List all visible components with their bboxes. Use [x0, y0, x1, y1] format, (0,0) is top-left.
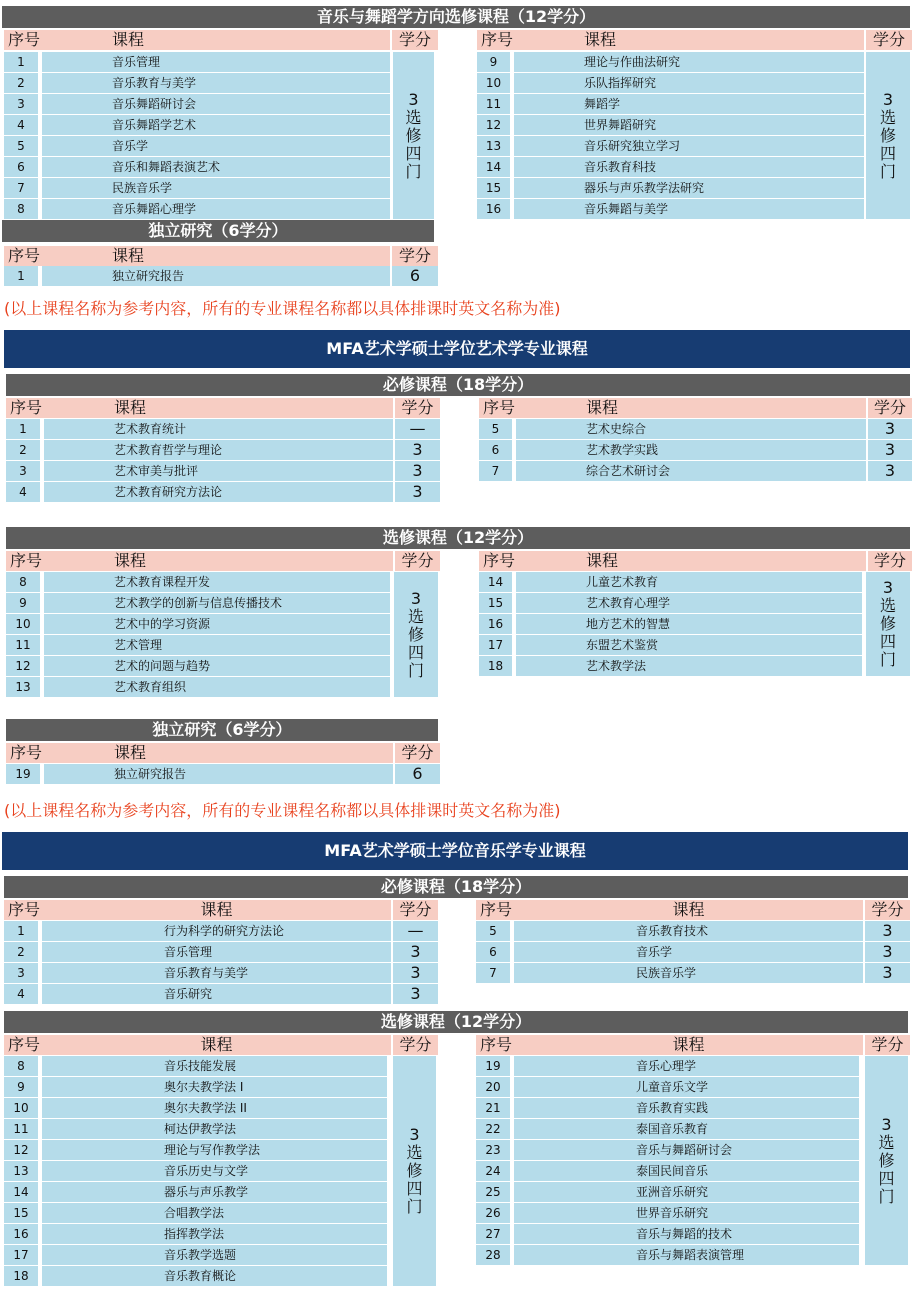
course-number: 5 [476, 921, 510, 941]
header-num: 序号 [4, 246, 42, 266]
course-credit: 3 [395, 461, 440, 481]
course-number: 13 [477, 136, 510, 156]
course-name: 柯达伊教学法 [42, 1119, 387, 1139]
course-name: 音乐舞蹈研讨会 [42, 94, 390, 114]
course-name: 泰国音乐教育 [514, 1119, 859, 1139]
course-number: 21 [476, 1098, 510, 1118]
course-number: 3 [4, 94, 38, 114]
header-credit: 学分 [392, 30, 438, 50]
course-number: 4 [4, 984, 38, 1004]
course-number: 11 [477, 94, 510, 114]
course-number: 8 [4, 199, 38, 219]
header-num: 序号 [476, 1035, 514, 1055]
course-name: 东盟艺术鉴赏 [516, 635, 862, 655]
header-course: 课程 [42, 1035, 391, 1055]
header-course: 课程 [516, 398, 866, 418]
course-number: 27 [476, 1224, 510, 1244]
course-number: 9 [4, 1077, 38, 1097]
course-name: 地方艺术的智慧 [516, 614, 862, 634]
course-name: 独立研究报告 [44, 764, 393, 784]
s2-independent-bar: 独立研究（6学分） [6, 719, 438, 741]
course-number: 10 [4, 1098, 38, 1118]
course-number: 12 [6, 656, 40, 676]
course-name: 音乐舞蹈学艺术 [42, 115, 390, 135]
course-credit: 3 [865, 963, 910, 983]
s1-independent-bar: 独立研究（6学分） [2, 220, 434, 242]
course-number: 8 [4, 1056, 38, 1076]
course-number: 7 [479, 461, 512, 481]
course-number: 5 [4, 136, 38, 156]
course-number: 6 [479, 440, 512, 460]
header-credit: 学分 [865, 1035, 910, 1055]
course-name: 音乐与舞蹈表演管理 [514, 1245, 859, 1265]
course-number: 14 [479, 572, 512, 592]
course-name: 艺术教学实践 [516, 440, 866, 460]
course-name: 音乐和舞蹈表演艺术 [42, 157, 390, 177]
course-name: 音乐舞蹈与美学 [514, 199, 864, 219]
s3-ele-left-credit-merged [393, 1056, 436, 1286]
s2-banner: MFA艺术学硕士学位艺术学专业课程 [4, 330, 910, 368]
course-name: 艺术教学法 [516, 656, 862, 676]
header-credit: 学分 [866, 30, 912, 50]
course-number: 2 [4, 73, 38, 93]
course-number: 19 [6, 764, 40, 784]
course-name: 音乐教学选题 [42, 1245, 387, 1265]
course-credit: 6 [395, 764, 440, 784]
course-credit: 3 [393, 984, 438, 1004]
course-credit: 3 [393, 963, 438, 983]
course-name: 艺术审美与批评 [44, 461, 393, 481]
header-course: 课程 [44, 551, 393, 571]
header-num: 序号 [479, 551, 516, 571]
course-name: 器乐与声乐教学 [42, 1182, 387, 1202]
header-credit: 学分 [395, 398, 440, 418]
header-credit: 学分 [393, 900, 438, 920]
course-number: 15 [4, 1203, 38, 1223]
course-number: 7 [476, 963, 510, 983]
merged-credit-text: 3选修四门 [407, 588, 424, 680]
course-name: 音乐学 [514, 942, 863, 962]
header-num: 序号 [4, 1035, 42, 1055]
s3-banner: MFA艺术学硕士学位音乐学专业课程 [2, 832, 908, 870]
course-number: 4 [4, 115, 38, 135]
course-name: 民族音乐学 [42, 178, 390, 198]
header-num: 序号 [6, 743, 44, 763]
note-2: (以上课程名称为参考内容，所有的专业课程名称都以具体排课时英文名称为准) [4, 801, 561, 820]
header-credit: 学分 [395, 743, 440, 763]
course-number: 14 [4, 1182, 38, 1202]
course-credit: 3 [868, 461, 912, 481]
course-number: 16 [477, 199, 510, 219]
course-number: 1 [4, 266, 38, 286]
course-number: 24 [476, 1161, 510, 1181]
merged-credit-text: 3选修四门 [405, 89, 422, 181]
course-name: 艺术管理 [44, 635, 390, 655]
course-number: 1 [6, 419, 40, 439]
s2-elective-bar: 选修课程（12学分） [6, 527, 910, 549]
course-number: 13 [4, 1161, 38, 1181]
course-credit: 6 [392, 266, 438, 286]
course-number: 22 [476, 1119, 510, 1139]
header-num: 序号 [479, 398, 516, 418]
course-name: 音乐教育科技 [514, 157, 864, 177]
header-course: 课程 [514, 30, 864, 50]
course-name: 音乐与舞蹈的技术 [514, 1224, 859, 1244]
course-number: 3 [6, 461, 40, 481]
header-num: 序号 [6, 398, 44, 418]
course-name: 音乐管理 [42, 942, 391, 962]
course-name: 艺术中的学习资源 [44, 614, 390, 634]
header-num: 序号 [477, 30, 514, 50]
header-credit: 学分 [392, 246, 438, 266]
course-name: 音乐教育概论 [42, 1266, 387, 1286]
course-number: 28 [476, 1245, 510, 1265]
header-num: 序号 [4, 30, 42, 50]
course-number: 15 [477, 178, 510, 198]
course-credit: — [393, 921, 438, 941]
course-number: 20 [476, 1077, 510, 1097]
header-credit: 学分 [868, 551, 912, 571]
course-credit: 3 [868, 419, 912, 439]
course-name: 世界音乐研究 [514, 1203, 859, 1223]
s1-title-bar: 音乐与舞蹈学方向选修课程（12学分） [2, 6, 910, 28]
course-number: 9 [6, 593, 40, 613]
course-name: 器乐与声乐教学法研究 [514, 178, 864, 198]
course-name: 音乐与舞蹈研讨会 [514, 1140, 859, 1160]
course-name: 奥尔夫教学法 II [42, 1098, 387, 1118]
course-name: 音乐研究独立学习 [514, 136, 864, 156]
course-name: 奥尔夫教学法 I [42, 1077, 387, 1097]
course-number: 9 [477, 52, 510, 72]
course-name: 独立研究报告 [42, 266, 390, 286]
course-number: 18 [479, 656, 512, 676]
course-number: 2 [4, 942, 38, 962]
course-name: 音乐教育实践 [514, 1098, 859, 1118]
s2-ele-right-credit-merged [866, 572, 910, 676]
merged-credit-text: 3选修四门 [879, 578, 896, 669]
merged-credit-text: 3选修四门 [406, 1125, 423, 1216]
course-name: 音乐学 [42, 136, 390, 156]
course-number: 16 [4, 1224, 38, 1244]
course-name: 综合艺术研讨会 [516, 461, 866, 481]
course-number: 23 [476, 1140, 510, 1160]
course-name: 理论与写作教学法 [42, 1140, 387, 1160]
course-name: 音乐技能发展 [42, 1056, 387, 1076]
course-credit: 3 [865, 942, 910, 962]
course-name: 艺术教育哲学与理论 [44, 440, 393, 460]
course-number: 10 [6, 614, 40, 634]
course-name: 音乐管理 [42, 52, 390, 72]
course-name: 艺术教育心理学 [516, 593, 862, 613]
course-number: 14 [477, 157, 510, 177]
course-credit: 3 [393, 942, 438, 962]
course-number: 12 [477, 115, 510, 135]
course-number: 17 [479, 635, 512, 655]
header-num: 序号 [6, 551, 44, 571]
course-number: 16 [479, 614, 512, 634]
course-number: 10 [477, 73, 510, 93]
merged-credit-text: 3选修四门 [878, 1114, 895, 1206]
course-name: 舞蹈学 [514, 94, 864, 114]
header-credit: 学分 [865, 900, 910, 920]
course-name: 音乐教育与美学 [42, 963, 391, 983]
course-number: 19 [476, 1056, 510, 1076]
course-number: 26 [476, 1203, 510, 1223]
merged-credit-text: 3选修四门 [879, 89, 896, 181]
course-name: 艺术的问题与趋势 [44, 656, 390, 676]
course-name: 民族音乐学 [514, 963, 863, 983]
course-number: 7 [4, 178, 38, 198]
course-name: 指挥教学法 [42, 1224, 387, 1244]
course-credit: — [395, 419, 440, 439]
course-name: 音乐历史与文学 [42, 1161, 387, 1181]
course-number: 11 [6, 635, 40, 655]
course-number: 3 [4, 963, 38, 983]
course-name: 艺术教育组织 [44, 677, 390, 697]
course-name: 音乐心理学 [514, 1056, 859, 1076]
header-course: 课程 [514, 900, 863, 920]
s2-ele-left-credit-merged [394, 572, 438, 697]
course-number: 6 [4, 157, 38, 177]
course-number: 11 [4, 1119, 38, 1139]
s2-required-bar: 必修课程（18学分） [6, 374, 910, 396]
s3-ele-right-credit-merged [865, 1056, 908, 1265]
course-credit: 3 [865, 921, 910, 941]
course-number: 25 [476, 1182, 510, 1202]
course-name: 艺术教学的创新与信息传播技术 [44, 593, 390, 613]
s3-elective-bar: 选修课程（12学分） [4, 1011, 908, 1033]
course-name: 理论与作曲法研究 [514, 52, 864, 72]
s1-right-credit-merged [866, 52, 910, 219]
course-credit: 3 [868, 440, 912, 460]
header-course: 课程 [44, 398, 393, 418]
course-number: 2 [6, 440, 40, 460]
header-course: 课程 [44, 743, 393, 763]
course-number: 13 [6, 677, 40, 697]
course-name: 儿童艺术教育 [516, 572, 862, 592]
note-1: (以上课程名称为参考内容，所有的专业课程名称都以具体排课时英文名称为准) [4, 299, 561, 318]
header-num: 序号 [4, 900, 42, 920]
course-number: 15 [479, 593, 512, 613]
course-name: 艺术教育课程开发 [44, 572, 390, 592]
header-num: 序号 [476, 900, 514, 920]
course-name: 音乐教育技术 [514, 921, 863, 941]
header-course: 课程 [42, 30, 390, 50]
header-course: 课程 [516, 551, 866, 571]
course-name: 艺术教育统计 [44, 419, 393, 439]
course-number: 1 [4, 52, 38, 72]
course-name: 艺术史综合 [516, 419, 866, 439]
course-number: 12 [4, 1140, 38, 1160]
course-number: 17 [4, 1245, 38, 1265]
header-credit: 学分 [393, 1035, 438, 1055]
course-name: 音乐舞蹈心理学 [42, 199, 390, 219]
header-course: 课程 [514, 1035, 863, 1055]
course-name: 音乐研究 [42, 984, 391, 1004]
course-name: 亚洲音乐研究 [514, 1182, 859, 1202]
course-name: 行为科学的研究方法论 [42, 921, 391, 941]
course-name: 乐队指挥研究 [514, 73, 864, 93]
course-name: 泰国民间音乐 [514, 1161, 859, 1181]
course-name: 合唱教学法 [42, 1203, 387, 1223]
course-number: 8 [6, 572, 40, 592]
course-number: 6 [476, 942, 510, 962]
course-credit: 3 [395, 440, 440, 460]
course-name: 音乐教育与美学 [42, 73, 390, 93]
header-course: 课程 [42, 900, 391, 920]
course-number: 5 [479, 419, 512, 439]
header-credit: 学分 [868, 398, 912, 418]
course-name: 艺术教育研究方法论 [44, 482, 393, 502]
course-name: 世界舞蹈研究 [514, 115, 864, 135]
course-credit: 3 [395, 482, 440, 502]
s3-required-bar: 必修课程（18学分） [4, 876, 908, 898]
course-number: 4 [6, 482, 40, 502]
course-number: 1 [4, 921, 38, 941]
header-credit: 学分 [395, 551, 440, 571]
course-number: 18 [4, 1266, 38, 1286]
course-name: 儿童音乐文学 [514, 1077, 859, 1097]
header-course: 课程 [42, 246, 390, 266]
s1-left-credit-merged [393, 52, 434, 219]
